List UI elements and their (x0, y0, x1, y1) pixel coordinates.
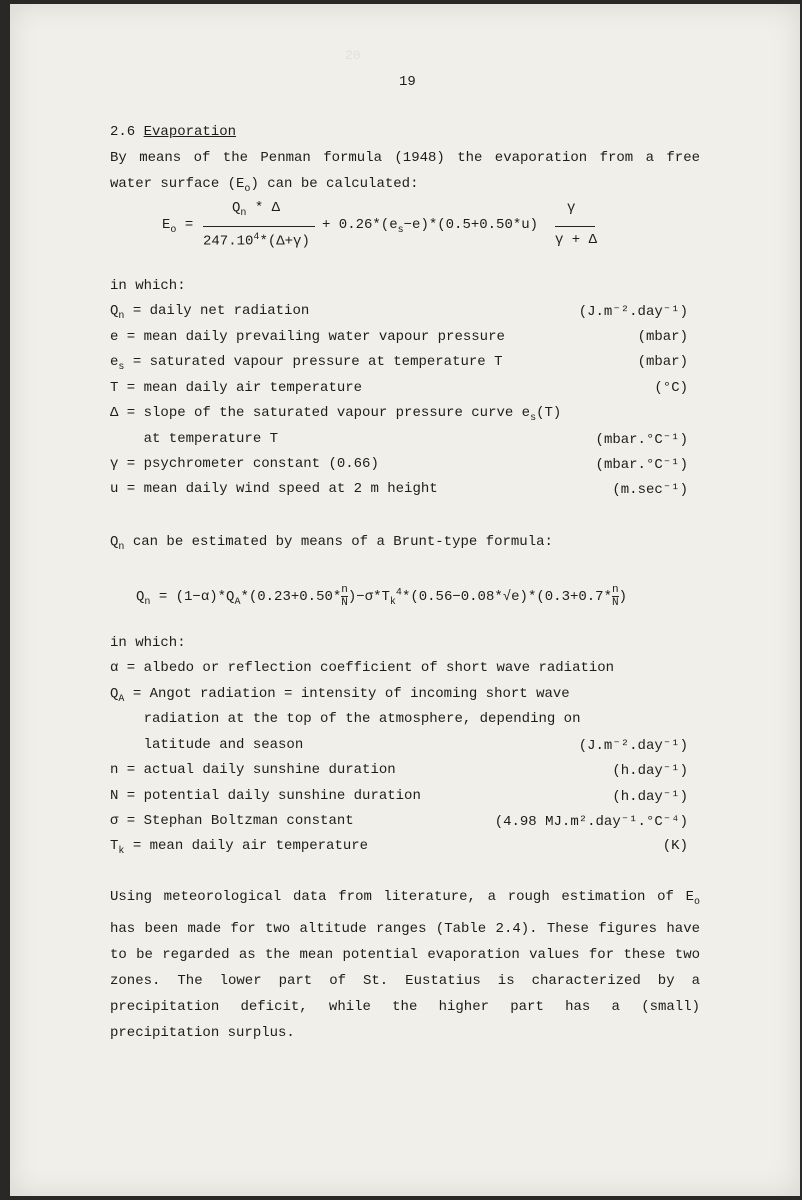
page-number: 19 (399, 74, 416, 90)
closing-paragraph: Using meteorological data from literature, a rough estimation of $E_o$ has been made for two altitude ranges (Table 2.4). These figures have to be regarded as the mean potential evaporation values for these two zones. The lower part of St. Eustatius is characterized by a precipitation deficit, while the higher part has a (small) precipitation surplus. (110, 889, 700, 1041)
def-delta: Δ = slope of the saturated vapour pressure curve $e_s(T)$ (110, 405, 562, 424)
bleed-through: 20 (345, 48, 361, 63)
penman-denominator: $247.10^4*(\Delta+\gamma)$ (203, 232, 310, 250)
def-sigma: σ = Stephan Boltzman constant (110, 813, 354, 829)
def-t-unit: (°C) (654, 380, 688, 396)
brunt-formula: $Q_n = (1-\alpha)*Q_A*(0.23+0.50*\frac{n}{N})-\sigma*T_k^4*(0.56-0.08*√e)*(0.3+0.7*\frac{n}{N})$ (136, 584, 627, 609)
fraction-bar (555, 226, 595, 227)
def-sigma-unit: (4.98 MJ.m².day⁻¹.°C⁻⁴) (494, 814, 688, 830)
def-tk: $T_k$ = mean daily air temperature (110, 838, 369, 857)
def-e: e = mean daily prevailing water vapour pressure (110, 329, 505, 345)
def-N-unit: (h.day⁻¹) (612, 789, 688, 805)
section-title: Evaporation (143, 124, 237, 140)
section-heading (110, 124, 236, 140)
def-qa: $Q_A$ = Angot radiation = intensity of incoming short wave (110, 686, 570, 705)
intro-paragraph: By means of the Penman formula (1948) the evaporation from a free water surface $(E_o)$ can be calculated: (110, 150, 700, 195)
def-gamma: γ = psychrometer constant (0.66) (110, 456, 379, 472)
def-delta-unit: (mbar.°C⁻¹) (595, 432, 688, 448)
def-n-unit: (h.day⁻¹) (612, 763, 688, 779)
penman-numerator: $Q_n$ * Δ (232, 200, 281, 219)
in-which-label: in which: (110, 278, 186, 294)
def-u-unit: (m.sec⁻¹) (612, 482, 688, 498)
def-u: u = mean daily wind speed at 2 m height (110, 481, 438, 497)
def-gamma-unit: (mbar.°C⁻¹) (595, 457, 688, 473)
def-tk-unit: (K) (662, 838, 688, 854)
def-alpha: α = albedo or reflection coefficient of short wave radiation (110, 660, 615, 676)
penman-middle: + $0.26*(e_s-e)*(0.5+0.50*u)$ (322, 217, 539, 236)
fraction-bar (203, 226, 315, 227)
def-es-unit: (mbar) (637, 354, 688, 370)
in-which-label-2: in which: (110, 635, 186, 651)
def-t: T = mean daily air temperature (110, 380, 363, 396)
def-qa-cont1: radiation at the top of the atmosphere, depending on (110, 711, 581, 727)
brunt-intro: $Q_n$ can be estimated by means of a Brunt-type formula: (110, 534, 553, 553)
def-e-unit: (mbar) (637, 329, 688, 345)
def-qn: $Q_n$ = daily net radiation (110, 303, 310, 322)
def-qn-unit: (J.m⁻².day⁻¹) (578, 304, 688, 320)
def-delta-cont: at temperature T (110, 431, 279, 447)
def-es: $e_s$ = saturated vapour pressure at temperature T (110, 354, 503, 373)
def-n: n = actual daily sunshine duration (110, 762, 396, 778)
def-N: N = potential daily sunshine duration (110, 788, 421, 804)
def-qa-unit: (J.m⁻².day⁻¹) (578, 738, 688, 754)
document-page: 20 19 2.6 Evaporation By means of the Penman formula (1948) the evaporation from a free water surface $(E_o)$ can be calculated: $E_o$ = $Q_n$ * Δ $247.10^4*(\Delta+\gamma)$ + $0.26*(e_s-e)*(0.5+0.50*u)$ γ γ + Δ in which: $Q_n$ = daily net radiation (J.m⁻².day⁻¹) e = mean daily prevailing water vapour pressure (mbar) $e_s$ = saturated vapour pressure at temperature T (mbar) T = mean daily air temperature (°C) Δ = slope of the saturated vapour pressure curve $e_s(T)$ at temperature T (mbar.°C⁻¹) γ = psychrometer constant (0.66) (mbar.°C⁻¹) u = mean daily wind speed at 2 m height (m.sec⁻¹) $Q_n$ can be estimated by means of a Brunt-type formula: $Q_n = (1-\alpha)*Q_A*(0.23+0.50*\frac{n}{N})-\sigma*T_k^4*(0.56-0.08*√e)*(0.3+0.7*\frac{n}{N})$ in which: α = albedo or reflection coefficient of short wave radiation $Q_A$ = Angot radiation = intensity of incoming short wave radiation at the top of the atmosphere, depending on latitude and season (J.m⁻².day⁻¹) n = actual daily sunshine duration (h.day⁻¹) N = potential daily sunshine duration (h.day⁻¹) σ = Stephan Boltzman constant (4.98 MJ.m².day⁻¹.°C⁻⁴) $T_k$ = mean daily air temperature (K) Using meteorological data from literature, a rough estimation of $E_o$ has been made for two altitude ranges (Table 2.4). These figures have to be regarded as the mean potential evaporation values for these two zones. The lower part of St. Eustatius is characterized by a precipitation deficit, while the higher part has a (small) precipitation surplus. (10, 4, 800, 1196)
section-number: 2.6 (110, 124, 136, 140)
def-qa-cont2: latitude and season (110, 737, 304, 753)
